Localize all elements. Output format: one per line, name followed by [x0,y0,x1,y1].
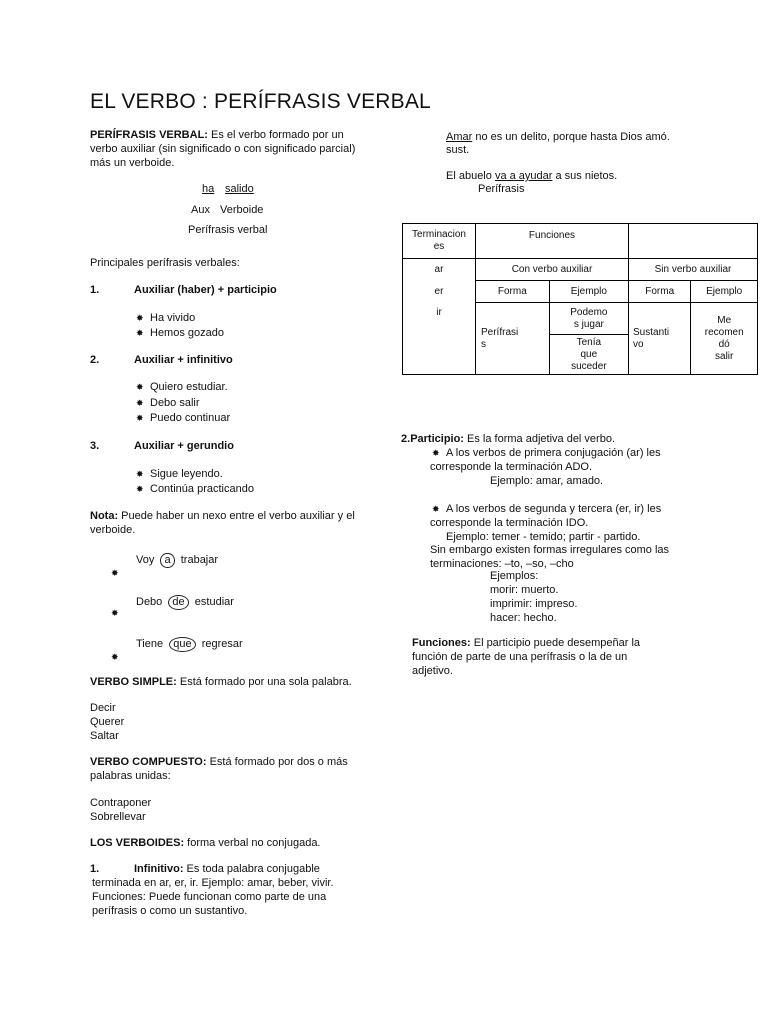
table-cell-ejemplo: Ejemplo [549,281,628,303]
asterisk-bullet-icon: ✸ [136,328,144,338]
abuelo-part-b: a sus nietos. [552,170,618,182]
infinitivo-number: 1. [90,863,100,875]
perifrasis-heading: PERÍFRASIS VERBAL: [90,129,208,141]
table-cell-con-aux: Con verbo auxiliar [476,259,629,281]
table-cell-ejemplo: Ejemplo [691,281,758,303]
asterisk-bullet-icon: ✸ [136,484,144,494]
irregular-line-1: Sin embargo existen formas irregulares como las [430,544,670,556]
list-item: Contraponer [90,797,152,809]
participio-bullet-2-example: Ejemplo: temer - temido; partir - partido. [446,531,641,543]
irregular-line-2: terminaciones: –to, –so, –cho [430,558,574,570]
infinitivo-line-3: Funciones: Puede funcionan como parte de una [92,891,327,903]
table-text: Me [717,314,732,326]
amar-sentence [446,130,670,144]
list-item-text: Puedo continuar [150,412,231,424]
infinitivo-heading: Infinitivo: [134,863,184,875]
section-1-number: 1. [90,284,100,296]
nexo-circled: a [160,553,174,568]
verbo-compuesto-line-2: palabras unidas: [90,770,171,782]
nexo-example-3 [136,637,243,652]
verbo-compuesto-text: Está formado por dos o más [206,756,348,768]
nexo-verb: Debo [136,596,163,608]
section-1-title: Auxiliar (haber) + participio [134,284,277,296]
list-item-text: Debo salir [150,397,200,409]
table-header-empty [629,224,758,259]
abuelo-label: Perífrasis [478,183,525,195]
table-header-funciones: Funciones [476,224,629,259]
section-2-title: Auxiliar + infinitivo [134,354,233,366]
table-cell-tenia-que-suceder [549,335,628,375]
funciones-line-2: función de parte de una perífrasis o la de un [412,651,628,663]
funciones-line-1 [412,636,640,650]
asterisk-bullet-icon: ✸ [111,608,119,618]
list-item [136,411,230,425]
verbo-compuesto-heading: VERBO COMPUESTO: [90,756,207,768]
asterisk-bullet-icon: ✸ [136,469,144,479]
nexo-circled: que [169,637,195,652]
example-aux-label: Aux [191,204,210,216]
table-text: Sustanti [633,326,670,338]
participio-line [401,432,615,446]
abuelo-sentence [446,169,617,183]
nexo-verboide: estudiar [194,596,234,608]
asterisk-bullet-icon: ✸ [432,448,440,458]
table-text: s jugar [573,318,604,330]
participio-bullet-text: A los verbos de segunda y tercera (er, ir) les [446,503,662,515]
abuelo-underlined: va a ayudar [494,170,553,182]
page-title: EL VERBO : PERÍFRASIS VERBAL [90,90,431,113]
list-item-text: Continúa practicando [150,483,254,495]
list-item-text: Hemos gozado [150,327,224,339]
table-cell-forma: Forma [629,281,691,303]
participio-bullet-2-line-2: corresponde la terminación IDO. [430,517,589,529]
verbo-compuesto-line-1 [90,755,348,769]
example-ha [202,182,214,196]
amar-rest: no es un delito, porque hasta Dios amó. [472,131,670,143]
asterisk-bullet-icon: ✸ [136,413,144,423]
list-item [136,311,195,325]
participio-bullet-2-line-1 [432,502,661,516]
participio-heading: Participio: [410,433,464,445]
nexo-verboide: regresar [201,638,243,650]
nota-line-1 [90,509,355,523]
example-word-ha: ha [202,183,215,195]
table-cell-me-recomendo [691,303,758,375]
table-text: salir [715,350,734,362]
table-cell-sustantivo [629,303,691,375]
terminaciones-table [402,223,758,375]
amar-label: sust. [446,144,470,156]
funciones-text: El participio puede desempeñar la [470,637,641,649]
example-verboide-label: Verboide [220,204,264,216]
section-3-title: Auxiliar + gerundio [134,440,234,452]
table-cell-forma: Forma [476,281,550,303]
table-text: vo [633,338,644,350]
table-header-terminaciones [403,224,476,259]
table-cell-er: er [403,281,476,303]
participio-bullet-1-line-2: corresponde la terminación ADO. [430,461,593,473]
nota-text: Puede haber un nexo entre el verbo auxiliar y el [118,510,355,522]
asterisk-bullet-icon: ✸ [136,398,144,408]
table-text: es [433,241,445,252]
table-text: Podemo [570,306,608,318]
participio-bullet-1-line-1 [432,446,661,460]
perifrasis-definition-line-2: verbo auxiliar (sin significado o con significado parcial) [90,143,356,155]
list-item [136,482,254,496]
participio-bullet-1-example: Ejemplo: amar, amado. [490,475,604,487]
table-text: Terminacion [412,229,466,240]
nota-line-2: verboide. [90,524,136,536]
list-item: Querer [90,716,125,728]
nexo-verboide: trabajar [180,554,219,566]
nexo-verb: Tiene [136,638,164,650]
asterisk-bullet-icon: ✸ [136,382,144,392]
list-item [136,326,224,340]
example-salido [225,182,254,196]
nexo-example-2 [136,595,234,610]
infinitivo-text: Es toda palabra conjugable [183,863,320,875]
perifrasis-definition-line-1 [90,128,344,142]
amar-word: Amar [446,131,473,143]
nexo-example-1 [136,553,218,568]
list-item-text: Sigue leyendo. [150,468,223,480]
section-3-number: 3. [90,440,100,452]
asterisk-bullet-icon: ✸ [136,313,144,323]
table-text: s [481,338,486,350]
list-item: hacer: hecho. [490,612,557,624]
table-cell-ir: ir [403,303,476,375]
list-item [136,396,200,410]
list-item [136,380,228,394]
asterisk-bullet-icon: ✸ [111,568,119,578]
list-item: morir: muerto. [490,584,559,596]
abuelo-part-a: El abuelo [446,170,495,182]
table-cell-perifrasis [476,303,550,375]
table-text: recomen [704,326,744,338]
funciones-heading: Funciones: [412,637,471,649]
infinitivo-line-2: terminada en ar, er, ir. Ejemplo: amar, beber, vivir. [92,877,334,889]
perifrasis-definition-line-3: más un verboide. [90,157,175,169]
table-text: Tenía [576,336,602,348]
list-item-text: Quiero estudiar. [150,381,228,393]
infinitivo-line-1 [134,862,320,876]
table-text: suceder [571,360,607,372]
example-word-salido: salido [225,183,254,195]
table-text: Perífrasi [481,326,519,338]
verbo-simple-line [90,675,352,689]
participio-text: Es la forma adjetiva del verbo. [463,433,616,445]
verboides-text: forma verbal no conjugada. [184,837,321,849]
list-item: Decir [90,702,116,714]
list-item: imprimir: impreso. [490,598,578,610]
participio-bullet-text: A los verbos de primera conjugación (ar) les [446,447,661,459]
nota-heading: Nota: [90,510,119,522]
section-2-number: 2. [90,354,100,366]
infinitivo-line-4: perífrasis o como un sustantivo. [92,905,248,917]
funciones-line-3: adjetivo. [412,665,453,677]
asterisk-bullet-icon: ✸ [432,504,440,514]
verbo-simple-heading: VERBO SIMPLE: [90,676,177,688]
participio-number: 2. [401,433,411,445]
asterisk-bullet-icon: ✸ [111,652,119,662]
verboides-heading: LOS VERBOIDES: [90,837,185,849]
principales-heading: Principales perífrasis verbales: [90,257,240,269]
perifrasis-def-text: Es el verbo formado por un [207,129,344,141]
example-perifrasis-verbal: Perífrasis verbal [188,224,268,236]
table-text: dó [718,338,730,350]
list-item: Sobrellevar [90,811,146,823]
table-text: que [580,348,598,360]
list-item [136,467,223,481]
table-cell-ar: ar [403,259,476,281]
table-cell-podemos-jugar [549,303,628,335]
verbo-simple-text: Está formado por una sola palabra. [176,676,352,688]
list-item: Saltar [90,730,119,742]
verboides-line [90,836,321,850]
nexo-circled: de [168,595,188,610]
ejemplos-label: Ejemplos: [490,570,539,582]
nexo-verb: Voy [136,554,155,566]
table-cell-sin-aux: Sin verbo auxiliar [629,259,758,281]
list-item-text: Ha vivido [150,312,196,324]
